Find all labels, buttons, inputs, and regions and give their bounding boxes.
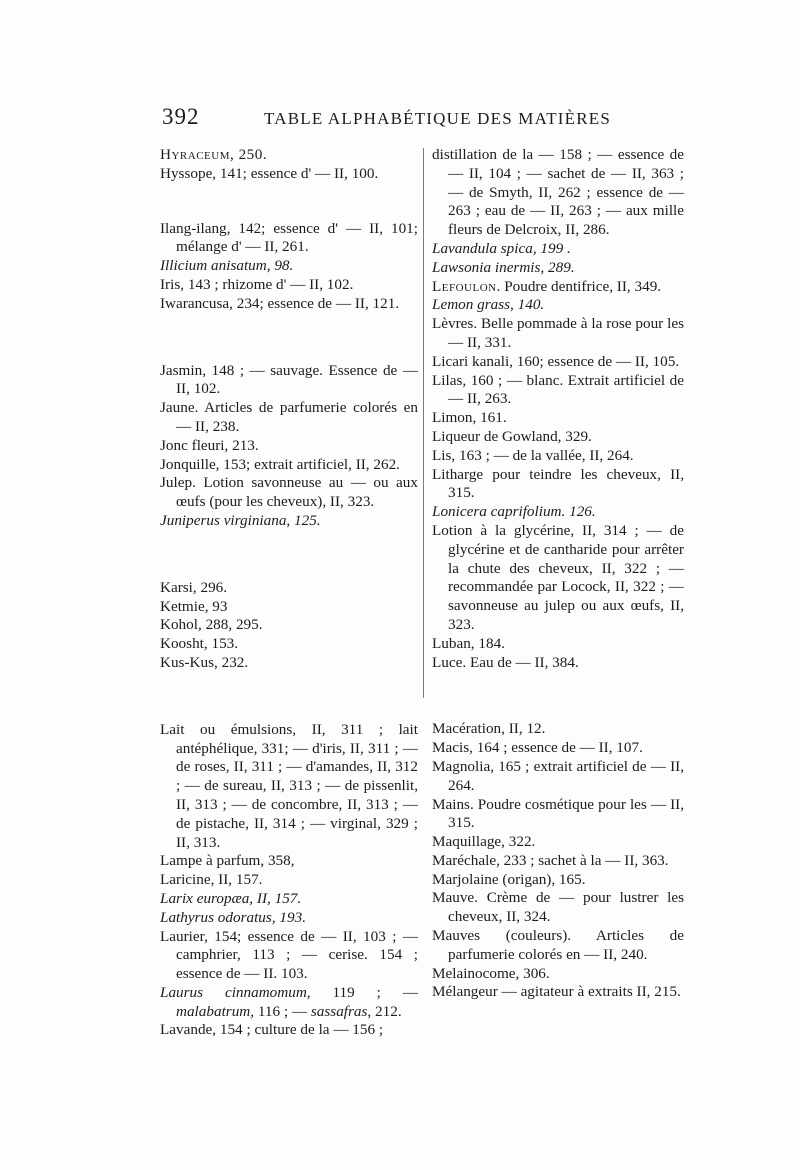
index-entry: [160, 257, 418, 276]
index-entry: Lampe à parfum, 358,: [160, 852, 295, 870]
index-entry: Lèvres. Belle pommade à la rose pour les — II, 331.: [432, 315, 684, 351]
index-entry: Magnolia, 165 ; extrait artificiel de — II, 264.: [432, 757, 684, 794]
index-entry: [160, 909, 418, 928]
index-entry: Mauves (couleurs). Articles de parfumerie colorés en — II, 240.: [432, 927, 684, 963]
index-entry: Lilas, 160 ; — blanc. Extrait artificiel de — II, 263.: [432, 371, 684, 408]
entry-text: sassafras,: [310, 1002, 372, 1020]
index-entry: [160, 984, 418, 1022]
index-entry: Koosht, 153.: [160, 635, 239, 653]
index-entry: Luce. Eau de — II, 384.: [432, 653, 579, 671]
entry-text: Laurus cinnamomum,: [160, 983, 311, 1001]
index-entry: Iris, 143 ; rhizome d' — II, 102.: [160, 275, 354, 293]
page-header: [162, 104, 692, 134]
entry-text: Lawsonia inermis, 289.: [432, 258, 575, 276]
entry-text: Lonicera caprifolium. 126.: [432, 503, 596, 521]
index-entry: Maquillage, 322.: [432, 833, 536, 851]
left-column: [160, 146, 418, 1040]
index-entry: [160, 146, 418, 165]
entry-text: 116 ; —: [254, 1002, 311, 1020]
index-entry: Liqueur de Gowland, 329.: [432, 427, 592, 445]
index-entry: Jonquille, 153; extrait artificiel, II, 262.: [160, 455, 400, 473]
index-entry: Macération, II, 12.: [432, 720, 546, 738]
index-entry: Hyssope, 141; essence d' — II, 100.: [160, 164, 379, 182]
letter-gap: [160, 531, 418, 579]
index-entry: Iwarancusa, 234; essence de — II, 121.: [160, 294, 400, 312]
index-entry: Lait ou émulsions, II, 311 ; lait antéphélique, 331; — d'iris, II, 311 ; — de roses, II, 311 ; — d'amandes, II, 312 ; — de sureau, II, 313 ; — de pissenlit, II, 313 ; — de concombre, II, 313 ; — de pistache, II, 314 ; — virginal, 329 ; II, 313.: [160, 720, 418, 851]
entry-text: . Poudre dentifrice, II, 349.: [496, 277, 662, 295]
index-entry: Melainocome, 306.: [432, 964, 550, 982]
index-entry: Maréchale, 233 ; sachet à la — II, 363.: [432, 851, 669, 869]
index-entry: Litharge pour teindre les cheveux, II, 315.: [432, 465, 684, 502]
index-entry: Julep. Lotion savonneuse au — ou aux œufs (pour les cheveux), II, 323.: [160, 474, 418, 511]
letter-gap: [160, 184, 418, 220]
index-entry: [432, 296, 684, 315]
entry-text: malabatrum,: [176, 1002, 255, 1020]
entry-text: Larix europæa, II, 157.: [160, 889, 302, 907]
column-divider: [423, 148, 424, 698]
index-entry: Laurier, 154; essence de — II, 103 ; — camphrier, 113 ; — cerise. 154 ; essence de — II. 103.: [160, 927, 418, 983]
entry-text: Lathyrus odoratus, 193.: [160, 908, 306, 926]
index-entry: [160, 890, 418, 909]
entry-text: Juniperus virginiana, 125.: [160, 511, 321, 529]
index-entry: Kohol, 288, 295.: [160, 616, 263, 634]
index-entry: Lavande, 154 ; culture de la — 156 ;: [160, 1021, 384, 1039]
index-entry: Ilang-ilang, 142; essence d' — II, 101; mélange d' — II, 261.: [160, 219, 418, 256]
index-entry: Jonc fleuri, 213.: [160, 436, 259, 454]
page-number: 392: [162, 104, 200, 129]
index-entry: [160, 512, 418, 531]
entry-text: 119 ; —: [310, 983, 418, 1001]
index-entry: Karsi, 296.: [160, 578, 228, 596]
index-entry: Macis, 164 ; essence de — II, 107.: [432, 739, 643, 757]
index-entry: Mains. Poudre cosmétique pour les — II, 315.: [432, 795, 684, 832]
index-entry: Jasmin, 148 ; — sauvage. Essence de — II, 102.: [160, 361, 418, 398]
index-entry: Lotion à la glycérine, II, 314 ; — de glycérine et de cantharide pour arrêter la chute des cheveux, II, 322 ; — recommandée par Locock, II, 322 ; — savonneuse au julep ou aux œufs, II, 323.: [432, 521, 684, 633]
index-entry: Marjolaine (origan), 165.: [432, 870, 586, 888]
index-entry: Luban, 184.: [432, 634, 505, 652]
entry-text: Hyraceum, 250.: [160, 146, 268, 163]
index-entry: [432, 503, 684, 522]
index-entry: Jaune. Articles de parfumerie colorés en — II, 238.: [160, 399, 418, 435]
entry-text: Lavandula spica, 199 .: [432, 239, 571, 257]
entry-text: Illicium anisatum, 98.: [160, 257, 294, 275]
index-entry: [432, 278, 684, 297]
index-entry: [432, 259, 684, 278]
entry-text: 212.: [371, 1002, 402, 1020]
index-entry: distillation de la — 158 ; — essence de — II, 104 ; — sachet de — II, 363 ; — de Smyth, II, 262 ; essence de — 263 ; eau de — II, 263 ; — aux mille fleurs de Delcroix, II, 286.: [432, 146, 684, 239]
index-entry: Kus-Kus, 232.: [160, 653, 249, 671]
index-entry: [432, 240, 684, 259]
index-entry: Limon, 161.: [432, 409, 507, 427]
index-entry: Licari kanali, 160; essence de — II, 105.: [432, 352, 680, 370]
entry-text: Lefoulon: [432, 277, 497, 295]
index-entry: Mauve. Crème de — pour lustrer les cheveux, II, 324.: [432, 889, 684, 926]
index-entry: Laricine, II, 157.: [160, 871, 263, 889]
running-title: TABLE ALPHABÉTIQUE DES MATIÈRES: [264, 109, 612, 128]
letter-gap: [160, 314, 418, 362]
letter-gap: [160, 673, 418, 721]
letter-gap: [432, 672, 684, 720]
right-column: [432, 146, 684, 1002]
entry-text: Lemon grass, 140.: [432, 296, 545, 314]
index-entry: Ketmie, 93: [160, 597, 228, 615]
index-entry: Lis, 163 ; — de la vallée, II, 264.: [432, 446, 634, 464]
index-entry: Mélangeur — agitateur à extraits II, 215.: [432, 983, 681, 1001]
